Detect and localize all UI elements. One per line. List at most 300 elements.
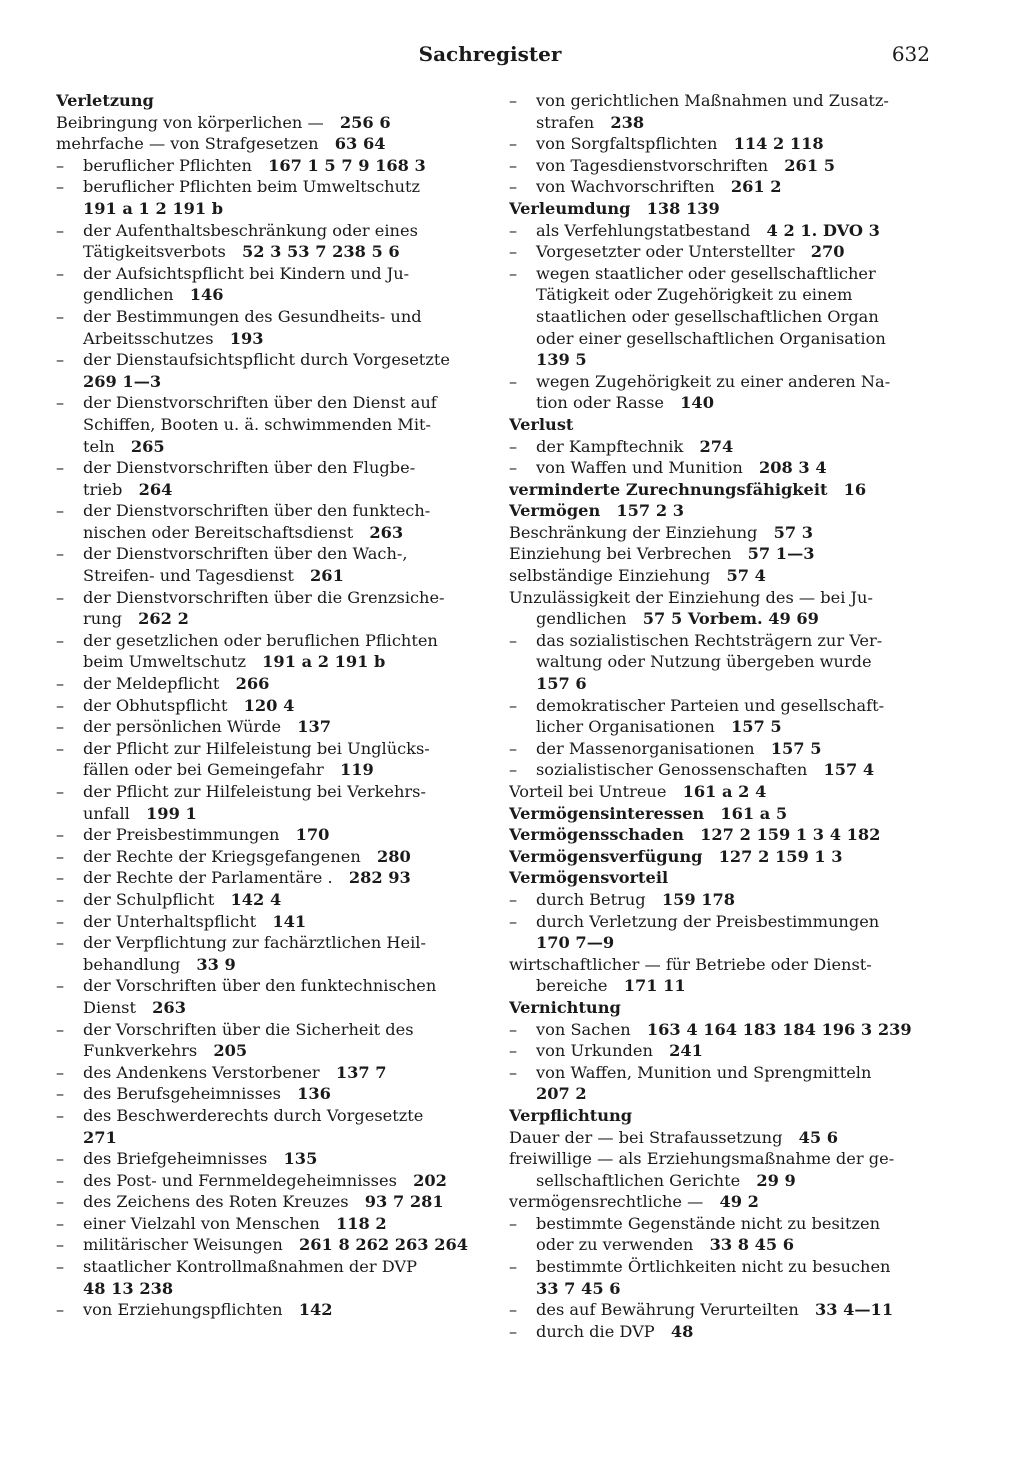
index-entry-text: von Sorgfaltspflichten — [536, 134, 718, 154]
index-entry-text: fällen oder bei Gemeingefahr — [83, 760, 324, 780]
index-heading: verminderte Zurechnungsfähigkeit — [509, 479, 828, 499]
dash-marker: – — [56, 889, 65, 909]
index-entry-text: teln — [83, 436, 115, 456]
index-line — [509, 954, 933, 976]
dash-marker: – — [509, 436, 518, 456]
index-references: 127 2 159 1 3 — [718, 846, 843, 866]
index-entry-text: Tätigkeitsverbots — [83, 242, 226, 262]
index-entry-text: nischen oder Bereitschaftsdienst — [83, 522, 354, 542]
index-entry-text: der gesetzlichen oder beruflichen Pflichten — [83, 630, 438, 650]
index-entry-text: behandlung — [83, 954, 181, 974]
index-entry-text: der Vorschriften über den funktechnischen — [83, 976, 437, 996]
index-line — [56, 867, 480, 889]
index-entry-text: der Meldepflicht — [83, 674, 220, 694]
index-references: 157 2 3 — [616, 501, 684, 521]
index-line — [509, 1299, 933, 1321]
index-line — [56, 673, 480, 695]
index-line — [56, 1062, 480, 1084]
index-references: 127 2 159 1 3 4 182 — [700, 825, 881, 845]
index-line — [509, 587, 933, 609]
index-entry-text: der Bestimmungen des Gesundheits- und — [83, 306, 422, 326]
dash-marker: – — [56, 1300, 65, 1320]
dash-marker: – — [509, 630, 518, 650]
index-references: 269 1—3 — [83, 371, 162, 391]
dash-marker: – — [56, 393, 65, 413]
index-line — [56, 932, 480, 954]
index-line — [509, 803, 933, 825]
index-entry-text: demokratischer Parteien und gesellschaft- — [536, 695, 885, 715]
index-line — [56, 543, 480, 565]
index-entry-text: der Aufenthaltsbeschränkung oder eines — [83, 220, 418, 240]
index-references: 157 5 — [770, 738, 822, 758]
index-references: 167 1 5 7 9 168 3 — [268, 155, 426, 175]
index-line — [509, 306, 933, 328]
index-heading: Vermögensschaden — [509, 825, 684, 845]
index-entry-text: von Urkunden — [536, 1041, 653, 1061]
dash-marker: – — [56, 1213, 65, 1233]
index-heading: Verleumdung — [509, 198, 631, 218]
index-entry-text: staatlicher Kontrollmaßnahmen der DVP — [83, 1257, 418, 1277]
index-references: 33 4—11 — [814, 1300, 894, 1320]
index-references: 256 6 — [339, 112, 391, 132]
index-entry-text: des Berufsgeheimnisses — [83, 1084, 281, 1104]
index-references: 191 a 2 191 b — [262, 652, 386, 672]
index-references: 16 — [843, 479, 867, 499]
index-references: 261 2 — [730, 177, 782, 197]
index-entry-text: Beibringung von körperlichen — — [56, 112, 324, 132]
index-line — [56, 1278, 480, 1300]
index-entry-text: Unzulässigkeit der Einziehung des — bei Ju- — [509, 587, 873, 607]
index-line — [56, 651, 480, 673]
dash-marker: – — [56, 695, 65, 715]
index-entry-text: der Pflicht zur Hilfeleistung bei Verkehrs- — [83, 782, 426, 801]
index-line — [56, 90, 480, 112]
dash-marker: – — [56, 782, 65, 801]
dash-marker: – — [56, 1062, 65, 1082]
index-entry-text: wirtschaftlicher — für Betriebe oder Dienst- — [509, 954, 872, 974]
index-entry-text: oder einer gesellschaftlichen Organisation — [536, 328, 886, 348]
index-line — [509, 630, 933, 652]
index-entry-text: der Verpflichtung zur fachärztlichen Heil- — [83, 933, 426, 953]
index-line — [56, 284, 480, 306]
dash-marker: – — [509, 695, 518, 715]
index-entry-text: durch Verletzung der Preisbestimmungen — [536, 911, 880, 931]
index-line — [509, 1321, 933, 1343]
index-entry-text: rung — [83, 609, 122, 629]
index-references: 52 3 53 7 238 5 6 — [241, 242, 400, 262]
index-entry-text: Dauer der — bei Strafaussetzung — [509, 1127, 783, 1147]
dash-marker: – — [509, 134, 518, 154]
index-entry-text: tion oder Rasse — [536, 393, 664, 413]
index-line — [509, 975, 933, 997]
index-line — [509, 1083, 933, 1105]
index-entry-text: der Kampftechnik — [536, 436, 684, 456]
index-line — [509, 1148, 933, 1170]
index-line — [509, 479, 933, 501]
index-entry-text: Dienst — [83, 997, 136, 1017]
index-line — [509, 824, 933, 846]
dash-marker: – — [509, 1062, 518, 1082]
index-entry-text: unfall — [83, 803, 130, 823]
index-entry-text: durch Betrug — [536, 889, 646, 909]
index-references: 142 4 — [230, 889, 282, 909]
index-line — [509, 1040, 933, 1062]
index-references: 135 — [283, 1149, 318, 1169]
dash-marker: – — [509, 177, 518, 197]
dash-marker: – — [56, 738, 65, 758]
dash-marker: – — [56, 911, 65, 931]
index-line — [56, 1019, 480, 1041]
index-references: 142 — [298, 1300, 333, 1320]
index-line — [56, 176, 480, 198]
index-line — [56, 803, 480, 825]
index-entry-text: der Dienstvorschriften über den Wach-, — [83, 544, 408, 564]
index-entry-text: von Sachen — [536, 1019, 631, 1039]
dash-marker: – — [56, 177, 65, 197]
index-line — [509, 349, 933, 371]
index-references: 33 8 45 6 — [709, 1235, 795, 1255]
index-line — [56, 587, 480, 609]
index-entry-text: bestimmte Gegenstände nicht zu besitzen — [536, 1213, 881, 1233]
dash-marker: – — [56, 1170, 65, 1190]
index-entry-text: von Wachvorschriften — [536, 177, 715, 197]
index-line — [56, 414, 480, 436]
index-entry-text: Beschränkung der Einziehung — [509, 522, 758, 542]
index-entry-text: trieb — [83, 479, 123, 499]
index-references: 139 5 — [536, 350, 587, 370]
index-entry-text: vermögensrechtliche — — [509, 1192, 704, 1212]
index-line — [56, 133, 480, 155]
index-entry-text: von Waffen und Munition — [536, 458, 743, 478]
index-references: 266 — [235, 674, 270, 694]
index-line — [56, 565, 480, 587]
index-entry-text: der Dienstvorschriften über den Flugbe- — [83, 458, 416, 478]
index-references: 241 — [669, 1041, 703, 1061]
index-line — [56, 1040, 480, 1062]
index-heading: Vermögensvorteil — [509, 868, 669, 888]
index-line — [56, 349, 480, 371]
index-line — [56, 1234, 480, 1256]
index-line — [56, 1105, 480, 1127]
index-references: 274 — [699, 436, 734, 456]
index-entry-text: Einziehung bei Verbrechen — [509, 544, 732, 564]
index-references: 93 7 281 — [364, 1192, 444, 1212]
index-references: 157 6 — [536, 674, 587, 694]
index-line — [509, 1278, 933, 1300]
dash-marker: – — [56, 1235, 65, 1255]
index-line — [509, 1019, 933, 1041]
index-entry-text: der Massenorganisationen — [536, 738, 755, 758]
index-line — [509, 1170, 933, 1192]
index-references: 263 — [152, 997, 186, 1017]
index-references: 157 4 — [823, 760, 875, 780]
index-entry-text: wegen staatlicher oder gesellschaftlicher — [536, 263, 876, 283]
index-line — [509, 328, 933, 350]
dash-marker: – — [509, 155, 518, 175]
index-line — [509, 457, 933, 479]
index-line — [56, 759, 480, 781]
index-line — [56, 695, 480, 717]
index-references: 282 93 — [348, 868, 411, 888]
index-line — [509, 155, 933, 177]
index-line — [56, 975, 480, 997]
index-heading: Vermögen — [509, 501, 601, 521]
index-line — [509, 436, 933, 458]
index-entry-text: wegen Zugehörigkeit zu einer anderen Na- — [536, 371, 891, 391]
dash-marker: – — [56, 630, 65, 650]
page-number: 632 — [891, 42, 930, 66]
index-references: 208 3 4 — [759, 458, 827, 478]
index-line — [56, 263, 480, 285]
index-references: 159 178 — [661, 889, 736, 909]
index-entry-text: Schiffen, Booten u. ä. schwimmenden Mit- — [83, 414, 432, 434]
dash-marker: – — [509, 263, 518, 283]
index-entry-text: oder zu verwenden — [536, 1235, 694, 1255]
index-line — [509, 716, 933, 738]
index-references: 170 7—9 — [536, 933, 615, 953]
index-line — [56, 479, 480, 501]
dash-marker: – — [56, 674, 65, 694]
index-line — [56, 220, 480, 242]
index-references: 271 — [83, 1127, 117, 1147]
index-entry-text: strafen — [536, 112, 595, 132]
dash-marker: – — [509, 889, 518, 909]
index-entry-text: bestimmte Örtlichkeiten nicht zu besuchen — [536, 1257, 891, 1277]
index-line — [56, 738, 480, 760]
index-line — [509, 889, 933, 911]
index-entry-text: der Aufsichtspflicht bei Kindern und Ju- — [83, 263, 410, 283]
index-line — [56, 392, 480, 414]
index-line — [509, 220, 933, 242]
index-references: 33 7 45 6 — [536, 1278, 621, 1298]
dash-marker: – — [56, 544, 65, 564]
index-line — [509, 522, 933, 544]
index-entry-text: bereiche — [536, 976, 608, 996]
index-line — [56, 1170, 480, 1192]
index-references: 29 9 — [756, 1170, 796, 1190]
index-entry-text: der Obhutspflicht — [83, 695, 228, 715]
index-line — [56, 155, 480, 177]
dash-marker: – — [509, 220, 518, 240]
index-entry-text: das sozialistischen Rechtsträgern zur Ver- — [536, 630, 883, 650]
index-entry-text: Arbeitsschutzes — [83, 328, 214, 348]
index-entry-text: des Beschwerderechts durch Vorgesetzte — [83, 1105, 424, 1125]
index-references: 193 — [229, 328, 264, 348]
index-entry-text: beruflicher Pflichten — [83, 155, 252, 175]
dash-marker: – — [56, 263, 65, 283]
index-entry-text: des Zeichens des Roten Kreuzes — [83, 1192, 349, 1212]
dash-marker: – — [56, 587, 65, 607]
index-entry-text: der Dienstvorschriften über den funktech- — [83, 501, 431, 521]
index-line — [509, 1127, 933, 1149]
dash-marker: – — [509, 738, 518, 758]
index-line — [56, 716, 480, 738]
dash-marker: – — [56, 306, 65, 326]
index-line — [509, 90, 933, 112]
right-column — [509, 90, 933, 1342]
index-entry-text: Tätigkeit oder Zugehörigkeit zu einem — [536, 285, 853, 305]
index-references: 57 4 — [726, 566, 766, 586]
index-references: 146 — [189, 285, 224, 305]
index-references: 141 — [272, 911, 307, 931]
index-line — [56, 781, 480, 803]
index-line — [56, 1127, 480, 1149]
index-line — [509, 997, 933, 1019]
index-references: 119 — [339, 760, 374, 780]
index-references: 264 — [138, 479, 173, 499]
index-references: 33 9 — [196, 954, 236, 974]
index-line — [509, 371, 933, 393]
dash-marker: – — [56, 868, 65, 888]
index-line — [56, 1299, 480, 1321]
index-references: 270 — [810, 242, 845, 262]
index-line — [56, 328, 480, 350]
index-entry-text: einer Vielzahl von Menschen — [83, 1213, 320, 1233]
index-entry-text: militärischer Weisungen — [83, 1235, 283, 1255]
dash-marker: – — [509, 242, 518, 262]
index-line — [56, 911, 480, 933]
index-entry-text: der Dienstvorschriften über den Dienst auf — [83, 393, 437, 413]
index-references: 265 — [130, 436, 165, 456]
index-line — [509, 1213, 933, 1235]
index-references: 171 11 — [623, 976, 686, 996]
index-entry-text: als Verfehlungstatbestand — [536, 220, 751, 240]
dash-marker: – — [509, 458, 518, 478]
dash-marker: – — [509, 1300, 518, 1320]
index-entry-text: beruflicher Pflichten beim Umweltschutz — [83, 177, 421, 197]
index-line — [509, 565, 933, 587]
index-entry-text: des Post- und Fernmeldegeheimnisses — [83, 1170, 397, 1190]
index-entry-text: Vorgesetzter oder Unterstellter — [536, 242, 795, 262]
index-line — [56, 241, 480, 263]
index-line — [509, 608, 933, 630]
index-entry-text: der persönlichen Würde — [83, 717, 282, 737]
index-references: 205 — [213, 1041, 248, 1061]
index-line — [509, 284, 933, 306]
index-references: 202 — [413, 1170, 447, 1190]
index-entry-text: des auf Bewährung Verurteilten — [536, 1300, 799, 1320]
index-entry-text: von Waffen, Munition und Sprengmitteln — [536, 1062, 872, 1082]
dash-marker: – — [56, 501, 65, 521]
index-heading: Verpflichtung — [509, 1105, 633, 1125]
index-line — [56, 1083, 480, 1105]
dash-marker: – — [56, 846, 65, 866]
index-heading: Vermögensinteressen — [509, 803, 705, 823]
index-line — [509, 198, 933, 220]
index-line — [56, 198, 480, 220]
index-line — [509, 738, 933, 760]
index-heading: Vernichtung — [509, 997, 621, 1017]
index-references: 49 2 — [719, 1192, 759, 1212]
index-entry-text: der Pflicht zur Hilfeleistung bei Unglücks- — [83, 738, 430, 758]
index-line — [509, 1191, 933, 1213]
dash-marker: – — [56, 350, 65, 370]
index-line — [56, 1148, 480, 1170]
index-heading: Vermögensverfügung — [509, 846, 703, 866]
index-references: 261 8 262 263 264 — [299, 1235, 468, 1255]
index-line — [509, 781, 933, 803]
index-references: 170 — [295, 825, 330, 845]
dash-marker: – — [56, 1084, 65, 1104]
index-line — [56, 522, 480, 544]
index-line — [56, 846, 480, 868]
index-references: 238 — [610, 112, 645, 132]
index-line — [509, 1105, 933, 1127]
index-line — [509, 241, 933, 263]
index-references: 63 64 — [334, 134, 386, 154]
index-references: 140 — [680, 393, 714, 413]
index-entry-text: durch die DVP — [536, 1321, 655, 1341]
index-references: 57 1—3 — [747, 544, 815, 564]
dash-marker: – — [56, 1019, 65, 1039]
index-references: 137 — [297, 717, 332, 737]
index-entry-text: Funkverkehrs — [83, 1041, 198, 1061]
left-column — [56, 90, 480, 1321]
index-line — [509, 263, 933, 285]
index-entry-text: der Preisbestimmungen — [83, 825, 280, 845]
index-line — [56, 306, 480, 328]
index-entry-text: des Briefgeheimnisses — [83, 1149, 268, 1169]
dash-marker: – — [56, 933, 65, 953]
index-line — [56, 997, 480, 1019]
index-line — [56, 436, 480, 458]
index-line — [509, 651, 933, 673]
index-line — [509, 176, 933, 198]
index-references: 191 a 1 2 191 b — [83, 198, 224, 218]
index-heading: Verlust — [509, 414, 574, 434]
dash-marker: – — [509, 911, 518, 931]
index-references: 137 7 — [335, 1062, 387, 1082]
index-references: 136 — [297, 1084, 331, 1104]
index-references: 48 13 238 — [83, 1278, 174, 1298]
dash-marker: – — [56, 1149, 65, 1169]
dash-marker: – — [509, 1321, 518, 1341]
index-references: 261 5 — [784, 155, 835, 175]
index-line — [56, 608, 480, 630]
index-references: 120 4 — [243, 695, 295, 715]
index-references: 263 — [369, 522, 404, 542]
index-line — [509, 112, 933, 134]
index-line — [509, 867, 933, 889]
dash-marker: – — [509, 1019, 518, 1039]
index-references: 48 — [670, 1321, 694, 1341]
index-line — [56, 500, 480, 522]
index-line — [56, 630, 480, 652]
dash-marker: – — [509, 760, 518, 780]
dash-marker: – — [56, 458, 65, 478]
index-references: 4 2 1. DVO 3 — [766, 220, 880, 240]
index-line — [56, 1213, 480, 1235]
index-references: 199 1 — [146, 803, 197, 823]
index-entry-text: selbständige Einziehung — [509, 566, 711, 586]
index-line — [509, 695, 933, 717]
dash-marker: – — [509, 1257, 518, 1277]
index-line — [509, 414, 933, 436]
index-references: 57 5 Vorbem. 49 69 — [642, 609, 819, 629]
index-entry-text: mehrfache — von Strafgesetzen — [56, 134, 319, 154]
index-line — [56, 954, 480, 976]
index-entry-text: des Andenkens Verstorbener — [83, 1062, 320, 1082]
index-entry-text: Streifen- und Tagesdienst — [83, 566, 294, 586]
index-line — [56, 1256, 480, 1278]
index-entry-text: gendlichen — [83, 285, 174, 305]
dash-marker: – — [509, 1213, 518, 1233]
index-line — [56, 889, 480, 911]
index-entry-text: waltung oder Nutzung übergeben wurde — [536, 652, 872, 672]
dash-marker: – — [56, 155, 65, 175]
index-entry-text: der Rechte der Kriegsgefangenen — [83, 846, 361, 866]
index-entry-text: der Rechte der Parlamentäre . — [83, 868, 333, 888]
